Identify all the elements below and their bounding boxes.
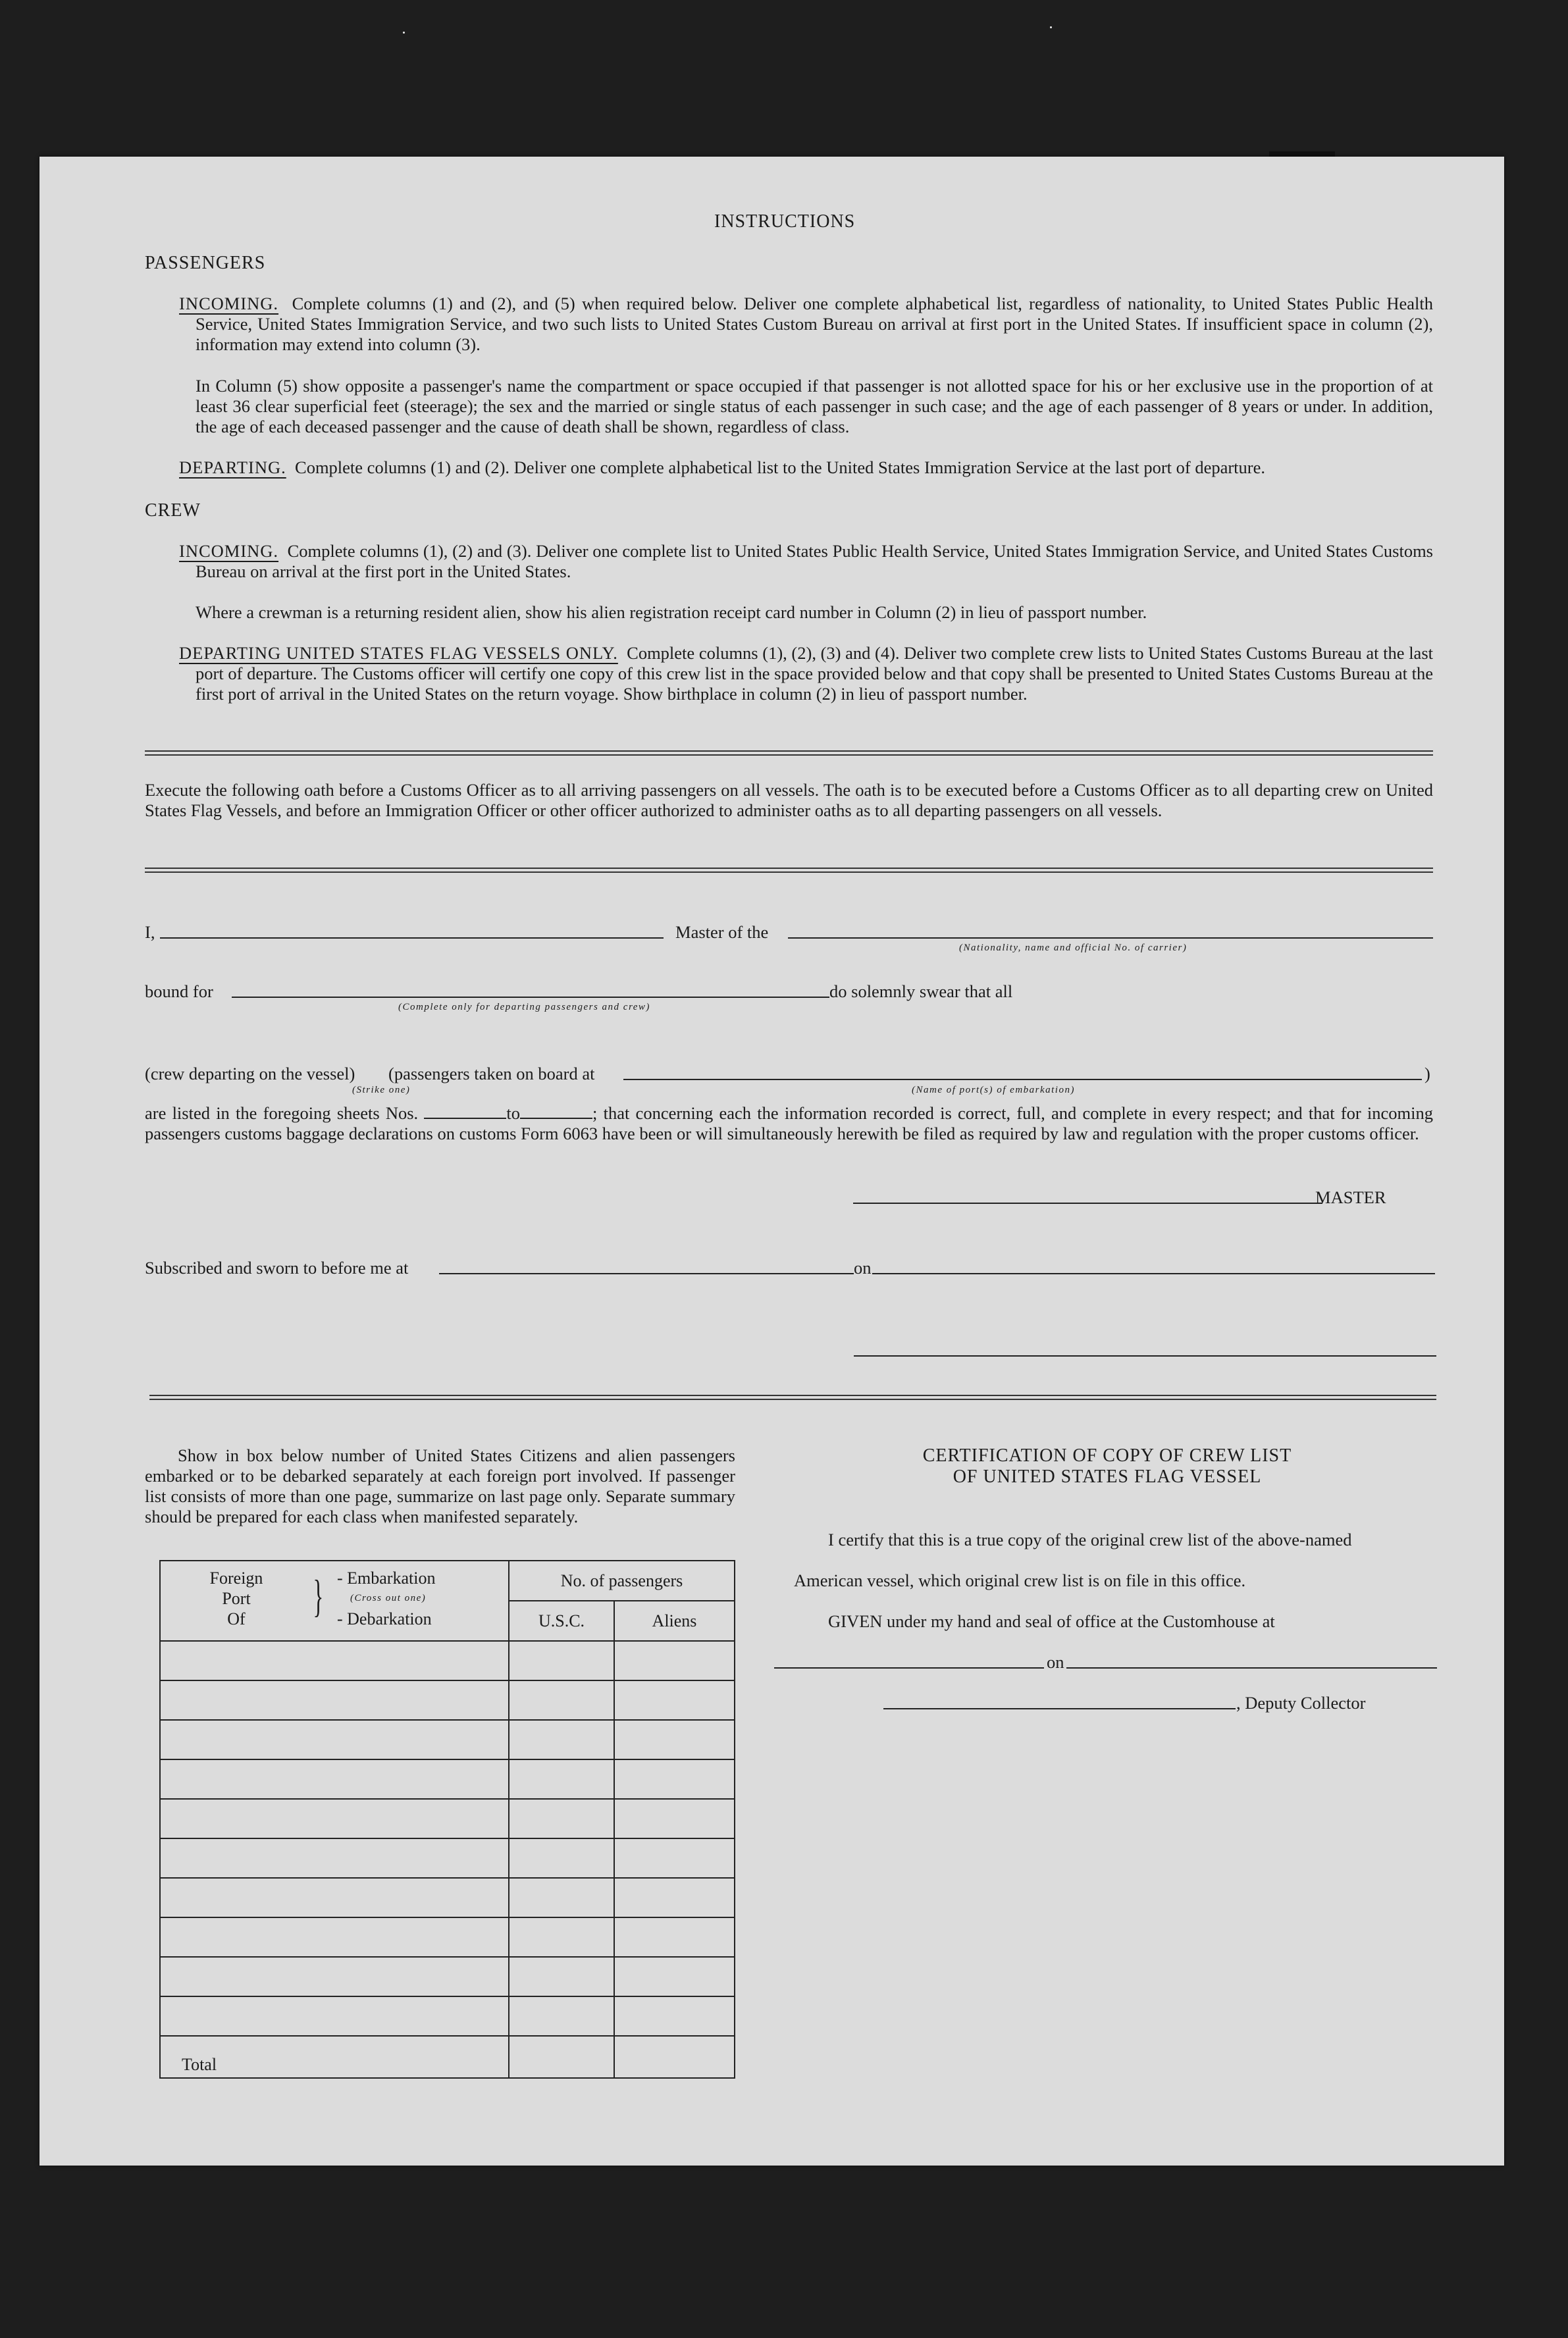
subscribed-label: Subscribed and sworn to before me at [145,1258,409,1278]
certify-text: I certify that this is a true copy of the original crew list of the above-named [828,1530,1352,1549]
crew-departing-option: (crew departing on the vessel) [145,1064,355,1083]
certification-title [769,1445,1446,1488]
certification-title-line2: OF UNITED STATES FLAG VESSEL [953,1467,1262,1487]
crew-incoming-paragraph [179,541,1433,582]
certification-on-label: on [1047,1652,1064,1672]
cross-note: (Cross out one) [350,1593,427,1603]
table-row [160,1838,735,1878]
of-label: Of [227,1609,246,1628]
embark-note: (Name of port(s) of embarkation) [912,1085,1075,1095]
total-usc-cell[interactable] [509,2036,614,2078]
port-cell[interactable] [160,1720,509,1759]
oath-intro: Execute the following oath before a Customs Officer as to all arriving passengers on all vessels. The oath is to be executed before a Customs Officer as to all departing crew on United States Flag Vessels, and before an Immigration Officer or other officer authorized to administer oaths as to all departing passengers on all vessels. [145,780,1433,820]
divider-rule [145,750,1433,756]
master-name-field[interactable] [160,937,664,939]
passengers-incoming-paragraph [179,294,1433,355]
aliens-cell[interactable] [614,1759,735,1799]
sheets-rest: ; that concerning each the information recorded is correct, full, and complete in every respect; and that for incoming passengers customs baggage declarations on customs Form 6063 have been or will simultaneously herewith be filed as required by law and regulation with the proper customs officer. [145,1103,1433,1143]
carrier-field[interactable] [788,937,1433,939]
passengers-departing-paragraph [179,457,1433,478]
port-cell[interactable] [160,1799,509,1838]
carrier-note: (Nationality, name and official No. of carrier) [959,943,1188,953]
aliens-cell[interactable] [614,1957,735,1996]
usc-cell[interactable] [509,1799,614,1838]
port-label: Port [222,1589,251,1608]
sworn-date-field[interactable] [872,1273,1435,1274]
table-row [160,1720,735,1759]
oath-i-label: I, [145,922,155,942]
foreign-port-header [160,1561,509,1641]
sheets-to: to [506,1103,521,1123]
scan-speck [403,32,405,34]
total-aliens-cell[interactable] [614,2036,735,2078]
crew-departing-text: Complete columns (1), (2), (3) and (4). Deliver two complete crew lists to United States Customs Bureau at the last port of departure. The Customs officer will certify one copy of this crew list in the space provided below and that copy shall be presented to United States Customs Bureau at the first port of arrival in the United States on the return voyage. Show birthplace in column (2) in lieu of passport number. [196,643,1433,704]
swear-label: do solemnly swear that all [829,981,1013,1001]
crew-incoming-label: INCOMING. [179,541,279,561]
port-cell[interactable] [160,1680,509,1720]
port-cell[interactable] [160,1759,509,1799]
usc-cell[interactable] [509,1838,614,1878]
usc-cell[interactable] [509,1878,614,1917]
usc-cell[interactable] [509,1917,614,1957]
brace-icon: } [313,1571,324,1621]
close-paren: ) [1424,1064,1430,1083]
crew-incoming-text: Complete columns (1), (2) and (3). Deliver one complete list to United States Public Health Service, United States Immigration Service, and United States Customs Bureau on arrival at the first port in the United States. [196,541,1433,581]
passengers-taken-option: (passengers taken on board at [388,1064,595,1083]
sheet-from-field[interactable] [424,1107,506,1119]
bound-for-label: bound for [145,981,213,1001]
bound-for-field[interactable] [232,997,829,998]
summary-instructions: Show in box below number of United States Citizens and alien passengers embarked or to be debarked separately at each foreign port involved. If passenger list consists of more than one page, summarize on last page only. Separate summary should be prepared for each class when manifested separately. [145,1445,735,1526]
sheets-prefix: are listed in the foregoing sheets Nos. [145,1103,419,1123]
master-label: MASTER [1315,1187,1386,1207]
sheets-paragraph [145,1103,1433,1144]
form-page [39,157,1504,2166]
usc-cell[interactable] [509,1957,614,1996]
passengers-departing-label: DEPARTING. [179,457,286,477]
table-row [160,1759,735,1799]
usc-header: U.S.C. [509,1601,614,1641]
passengers-column5-paragraph: In Column (5) show opposite a passenger's name the compartment or space occupied if that passenger is not allotted space for his or her exclusive use in the proportion of at least 36 clear superficial feet (steerage); the sex and the married or single status of each passenger in such case; and the age of each passenger of 8 years or under. In addition, the age of each deceased passenger and the cause of death shall be shown, regardless of class. [196,376,1433,436]
aliens-cell[interactable] [614,1720,735,1759]
usc-cell[interactable] [509,1759,614,1799]
port-cell[interactable] [160,1917,509,1957]
table-row [160,1680,735,1720]
master-of-label: Master of the [675,922,769,942]
sheet-to-field[interactable] [520,1107,592,1119]
table-body [160,1641,735,2036]
embarkation-port-field[interactable] [623,1079,1422,1080]
port-cell[interactable] [160,1641,509,1680]
sworn-on-label: on [854,1258,872,1278]
table-row [160,1878,735,1917]
usc-cell[interactable] [509,1996,614,2036]
aliens-cell[interactable] [614,1917,735,1957]
port-cell[interactable] [160,1878,509,1917]
port-cell[interactable] [160,1957,509,1996]
page-title: INSTRUCTIONS [714,211,856,232]
table-row [160,1996,735,2036]
total-label: Total [160,2036,509,2078]
foreign-label: Foreign [209,1569,263,1588]
usc-cell[interactable] [509,1720,614,1759]
debarkation-option: - Debarkation [337,1609,432,1628]
crew-departing-paragraph [179,643,1433,704]
customhouse-field[interactable] [774,1667,1044,1669]
table-total-row [160,2036,735,2078]
vessel-text: American vessel, which original crew list is on file in this office. [794,1571,1246,1590]
bound-note: (Complete only for departing passengers and crew) [398,1002,650,1012]
table-row [160,1917,735,1957]
scan-speck [1050,26,1052,28]
aliens-cell[interactable] [614,1838,735,1878]
certification-title-line1: CERTIFICATION OF COPY OF CREW LIST [922,1445,1292,1466]
passengers-heading: PASSENGERS [145,253,266,273]
port-cell[interactable] [160,1838,509,1878]
usc-cell[interactable] [509,1680,614,1720]
passengers-incoming-label: INCOMING. [179,294,279,313]
master-signature-field[interactable] [853,1203,1322,1204]
passengers-incoming-text: Complete columns (1) and (2), and (5) when required below. Deliver one complete alphabetical list, regardless of nationality, to United States Public Health Service, United States Immigration Service, and two such lists to United States Custom Bureau on arrival at first port in the United States. If insufficient space in column (2), information may extend into column (3). [196,294,1434,354]
sworn-at-field[interactable] [439,1273,854,1274]
strike-note: (Strike one) [352,1085,411,1095]
passengers-departing-text: Complete columns (1) and (2). Deliver one complete alphabetical list to the United States Immigration Service at the last port of departure. [295,457,1266,477]
port-cell[interactable] [160,1996,509,2036]
officer-signature-field[interactable] [854,1355,1436,1357]
table-row [160,1957,735,1996]
aliens-cell[interactable] [614,1680,735,1720]
usc-cell[interactable] [509,1641,614,1680]
aliens-header: Aliens [614,1601,735,1641]
certification-date-field[interactable] [1066,1667,1437,1669]
deputy-label: , Deputy Collector [1236,1693,1366,1713]
embarkation-option: - Embarkation [337,1569,436,1588]
passengers-count-header: No. of passengers [509,1561,735,1601]
crew-resident-paragraph: Where a crewman is a returning resident alien, show his alien registration receipt card number in Column (2) in lieu of passport number. [196,602,1147,622]
table-header-row [160,1561,735,1601]
given-text: GIVEN under my hand and seal of office at the Customhouse at [828,1611,1275,1631]
deputy-signature-field[interactable] [883,1708,1236,1709]
table-row [160,1641,735,1680]
aliens-cell[interactable] [614,1996,735,2036]
table-row [160,1799,735,1838]
aliens-cell[interactable] [614,1878,735,1917]
crew-departing-label: DEPARTING UNITED STATES FLAG VESSELS ONLY. [179,643,618,663]
aliens-cell[interactable] [614,1799,735,1838]
aliens-cell[interactable] [614,1641,735,1680]
port-summary-table [159,1560,735,2079]
crew-heading: CREW [145,500,201,521]
divider-rule [149,1395,1436,1400]
divider-rule [145,868,1433,873]
